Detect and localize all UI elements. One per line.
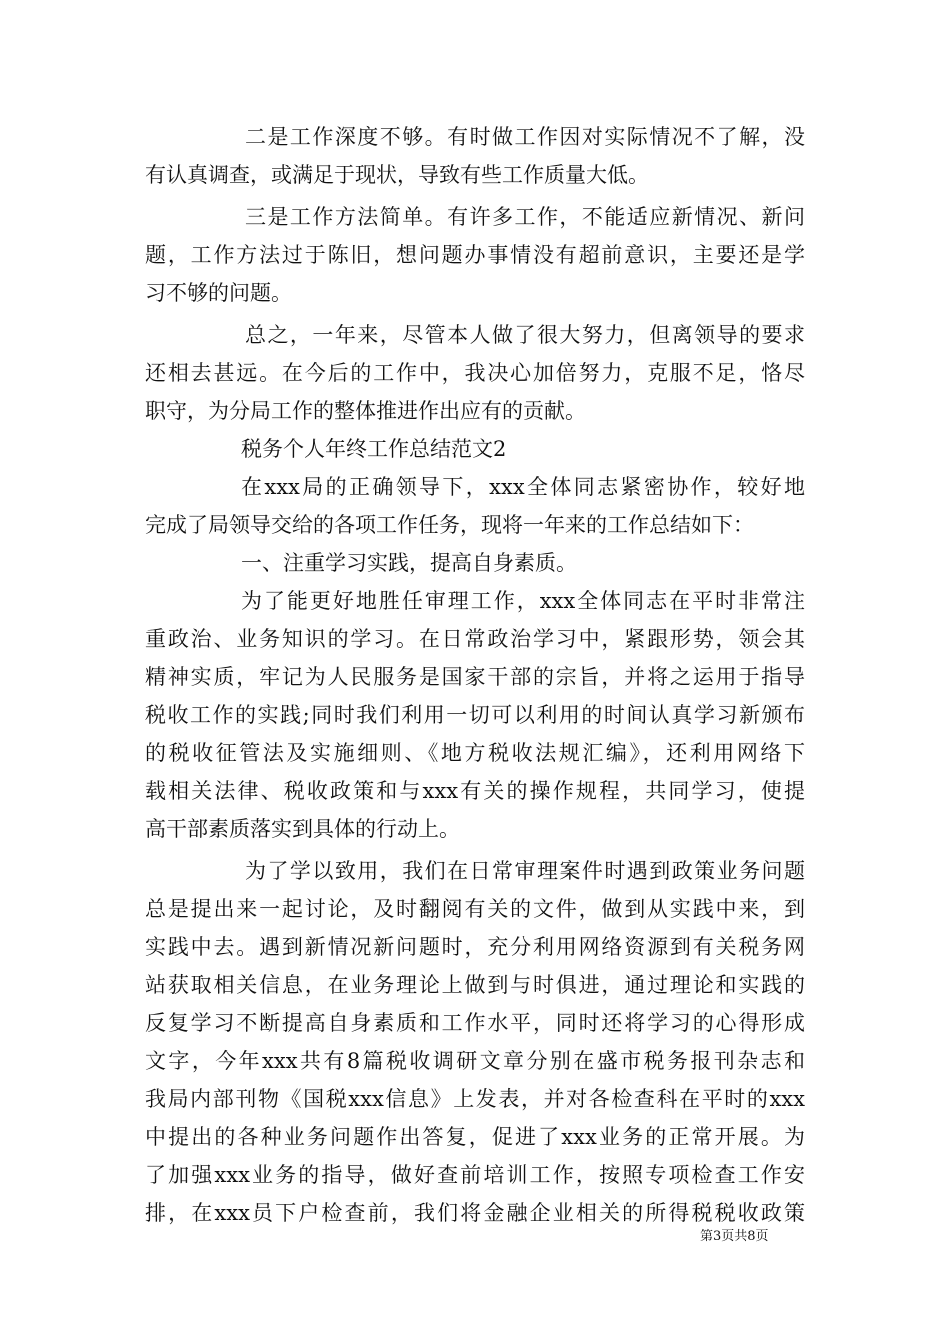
paragraph-line: 题，工作方法过于陈旧，想问题办事情没有超前意识，主要还是学 xyxy=(145,243,805,267)
paragraph-line: 了加强xxx业务的指导，做好查前培训工作，按照专项检查工作安 xyxy=(145,1163,805,1187)
paragraph-line: 完成了局领导交给的各项工作任务，现将一年来的工作总结如下： xyxy=(145,513,754,537)
paragraph-line: 精神实质，牢记为人民服务是国家干部的宗旨，并将之运用于指导 xyxy=(145,665,805,689)
paragraph-line: 的税收征管法及实施细则、《地方税收法规汇编》，还利用网络下 xyxy=(145,741,805,765)
paragraph-line: 我局内部刊物《国税xxx信息》上发表，并对各检查科在平时的xxx xyxy=(145,1087,805,1111)
paragraph-line: 税收工作的实践;同时我们利用一切可以利用的时间认真学习新颁布 xyxy=(145,703,805,727)
paragraph-line: 重政治、业务知识的学习。在日常政治学习中，紧跟形势，领会其 xyxy=(145,627,805,651)
subsection-heading: 一、注重学习实践，提高自身素质。 xyxy=(241,551,577,575)
paragraph-line: 职守，为分局工作的整体推进作出应有的贡献。 xyxy=(145,399,586,423)
paragraph-line: 还相去甚远。在今后的工作中，我决心加倍努力，克服不足，恪尽 xyxy=(145,361,805,385)
paragraph-line: 为了学以致用，我们在日常审理案件时遇到政策业务问题 xyxy=(245,859,805,883)
section-heading: 税务个人年终工作总结范文2 xyxy=(241,437,507,461)
paragraph-line: 有认真调查，或满足于现状，导致有些工作质量大低。 xyxy=(145,163,649,187)
paragraph-line: 载相关法律、税收政策和与xxx有关的操作规程，共同学习，使提 xyxy=(145,779,805,803)
paragraph-line: 实践中去。遇到新情况新问题时，充分利用网络资源到有关税务网 xyxy=(145,935,805,959)
paragraph-line: 为了能更好地胜任审理工作，xxx全体同志在平时非常注 xyxy=(241,589,805,613)
paragraph-line: 排，在xxx员下户检查前，我们将金融企业相关的所得税税收政策 xyxy=(145,1201,805,1225)
document-body xyxy=(145,118,805,1232)
paragraph-line: 二是工作深度不够。有时做工作因对实际情况不了解，没 xyxy=(245,125,805,149)
paragraph-line: 站获取相关信息，在业务理论上做到与时俱进，通过理论和实践的 xyxy=(145,973,805,997)
paragraph-line: 总之，一年来，尽管本人做了很大努力，但离领导的要求 xyxy=(245,323,805,347)
paragraph-line: 中提出的各种业务问题作出答复，促进了xxx业务的正常开展。为 xyxy=(145,1125,805,1149)
paragraph-line: 总是提出来一起讨论，及时翻阅有关的文件，做到从实践中来，到 xyxy=(145,897,805,921)
paragraph-line: 文字，今年xxx共有8篇税收调研文章分别在盛市税务报刊杂志和 xyxy=(145,1049,805,1073)
paragraph-line: 反复学习不断提高自身素质和工作水平，同时还将学习的心得形成 xyxy=(145,1011,805,1035)
paragraph-line: 高干部素质落实到具体的行动上。 xyxy=(145,817,460,841)
page-number-footer: 第3页共8页 xyxy=(700,1229,769,1244)
paragraph-line: 在xxx局的正确领导下，xxx全体同志紧密协作，较好地 xyxy=(241,475,805,499)
paragraph-line: 三是工作方法简单。有许多工作，不能适应新情况、新问 xyxy=(245,205,805,229)
paragraph-line: 习不够的问题。 xyxy=(145,281,292,305)
